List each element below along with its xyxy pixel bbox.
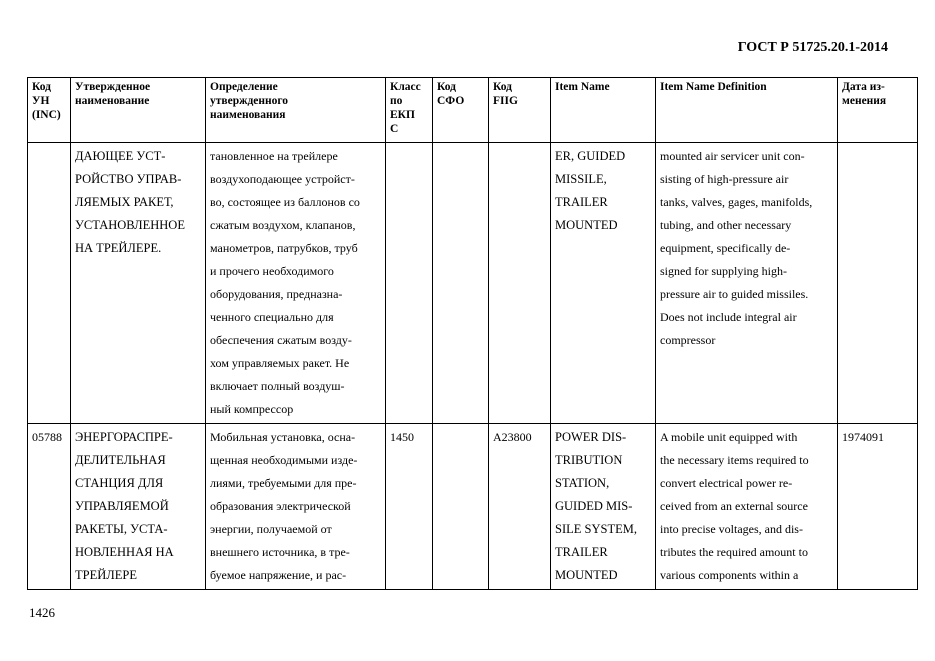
col-header-name-ru [71, 78, 206, 143]
header-line: по [390, 95, 403, 107]
cell-line: mounted air servicer unit con- [660, 149, 805, 163]
cell-item-definition [656, 424, 838, 590]
cell-line: воздухоподающее устройст- [210, 172, 355, 186]
cell-definition-ru [206, 424, 386, 590]
cell-line: тановленное на трейлере [210, 149, 338, 163]
cell-line: НА ТРЕЙЛЕРЕ. [75, 241, 162, 255]
header-line: Код [437, 81, 457, 93]
cell-line: РОЙСТВО УПРАВ- [75, 172, 182, 186]
cell-line: ER, GUIDED [555, 149, 626, 163]
header-line: Дата из- [842, 81, 885, 93]
cell-line: РАКЕТЫ, УСТА- [75, 522, 168, 536]
cell-line: УПРАВЛЯЕМОЙ [75, 499, 169, 513]
cell-line: во, состоящее из баллонов со [210, 195, 360, 209]
cell-line: TRAILER [555, 195, 608, 209]
header-line: наименования [210, 109, 286, 121]
cell-line: various components within a [660, 568, 799, 582]
cell-line: и прочего необходимого [210, 264, 334, 278]
header-line: FIIG [493, 95, 518, 107]
cell-line: GUIDED MIS- [555, 499, 633, 513]
cell-class: 1450 [386, 424, 433, 590]
cell-line: STATION, [555, 476, 610, 490]
cell-definition-ru [206, 143, 386, 424]
cell-line: ЭНЕРГОРАСПРЕ- [75, 430, 173, 444]
cell-line: лиями, требуемыми для пре- [210, 476, 357, 490]
cell-line: A mobile unit equipped with [660, 430, 798, 444]
cell-fiig [489, 143, 551, 424]
cell-line: TRAILER [555, 545, 608, 559]
cell-line: compressor [660, 333, 716, 347]
col-header-inc [28, 78, 71, 143]
header-line: С [390, 123, 399, 135]
cell-line: сжатым воздухом, клапанов, [210, 218, 356, 232]
header-line: Утвержденное [75, 81, 151, 93]
cell-line: MISSILE, [555, 172, 607, 186]
cell-line: хом управляемых ракет. Не [210, 356, 350, 370]
cell-line: sisting of high-pressure air [660, 172, 789, 186]
cell-line: ДАЮЩЕЕ УСТ- [75, 149, 166, 163]
header-line: Item Name [555, 81, 610, 93]
cell-sfo [433, 424, 489, 590]
cell-line: образования электрической [210, 499, 351, 513]
header-line: (INC) [32, 109, 61, 121]
cell-inc [28, 143, 71, 424]
cell-name-ru [71, 424, 206, 590]
cell-fiig: A23800 [489, 424, 551, 590]
cell-line: into precise voltages, and dis- [660, 522, 803, 536]
cell-line: ченного специально для [210, 310, 334, 324]
cell-item-name [551, 424, 656, 590]
table-row [28, 143, 918, 424]
cell-line: ЛЯЕМЫХ РАКЕТ, [75, 195, 174, 209]
cell-sfo [433, 143, 489, 424]
page-number: 1426 [29, 605, 55, 620]
cell-item-definition [656, 143, 838, 424]
cell-line: оборудования, предназна- [210, 287, 343, 301]
cell-date: 1974091 [838, 424, 918, 590]
table-row [28, 424, 918, 590]
col-header-item-name [551, 78, 656, 143]
cell-inc: 05788 [28, 424, 71, 590]
table-header-row [28, 78, 918, 143]
cell-item-name [551, 143, 656, 424]
cell-line: tanks, valves, gages, manifolds, [660, 195, 813, 209]
cell-line: Мобильная установка, осна- [210, 430, 356, 444]
header-line: менения [842, 95, 887, 107]
cell-line: внешнего источника, в тре- [210, 545, 350, 559]
cell-line: POWER DIS- [555, 430, 627, 444]
cell-line: the necessary items required to [660, 453, 809, 467]
classification-table [27, 77, 918, 590]
cell-class [386, 143, 433, 424]
header-line: СФО [437, 95, 465, 107]
header-line: Item Name Definition [660, 81, 767, 93]
col-header-class [386, 78, 433, 143]
col-header-date [838, 78, 918, 143]
cell-line: обеспечения сжатым возду- [210, 333, 352, 347]
cell-line: tubing, and other necessary [660, 218, 792, 232]
cell-line: буемое напряжение, и рас- [210, 568, 347, 582]
col-header-definition-ru [206, 78, 386, 143]
col-header-item-definition [656, 78, 838, 143]
cell-line: MOUNTED [555, 218, 618, 232]
document-code: ГОСТ Р 51725.20.1-2014 [737, 40, 888, 55]
cell-name-ru [71, 143, 206, 424]
cell-line: Does not include integral air [660, 310, 797, 324]
cell-line: щенная необходимыми изде- [210, 453, 358, 467]
col-header-sfo [433, 78, 489, 143]
cell-line: энергии, получаемой от [210, 522, 332, 536]
header-line: утвержденного [210, 95, 289, 107]
header-line: ЕКП [390, 109, 415, 121]
cell-line: ТРЕЙЛЕРЕ [75, 568, 137, 582]
header-line: Определение [210, 81, 278, 93]
header-line: наименование [75, 95, 150, 107]
cell-line: ceived from an external source [660, 499, 808, 513]
header-line: Код [32, 81, 52, 93]
cell-line: СТАНЦИЯ ДЛЯ [75, 476, 164, 490]
cell-line: НОВЛЕННАЯ НА [75, 545, 174, 559]
cell-line: pressure air to guided missiles. [660, 287, 809, 301]
cell-date [838, 143, 918, 424]
header-line: Код [493, 81, 513, 93]
cell-line: tributes the required amount to [660, 545, 808, 559]
cell-line: TRIBUTION [555, 453, 623, 467]
cell-line: equipment, specifically de- [660, 241, 791, 255]
cell-line: ДЕЛИТЕЛЬНАЯ [75, 453, 166, 467]
cell-line: манометров, патрубков, труб [210, 241, 358, 255]
col-header-fiig [489, 78, 551, 143]
cell-line: УСТАНОВЛЕННОЕ [75, 218, 185, 232]
cell-line: convert electrical power re- [660, 476, 793, 490]
cell-line: ный компрессор [210, 402, 294, 416]
cell-line: SILE SYSTEM, [555, 522, 637, 536]
cell-line: MOUNTED [555, 568, 618, 582]
header-line: УН [32, 95, 50, 107]
header-line: Класс [390, 81, 421, 93]
cell-line: включает полный воздуш- [210, 379, 345, 393]
cell-line: signed for supplying high- [660, 264, 787, 278]
